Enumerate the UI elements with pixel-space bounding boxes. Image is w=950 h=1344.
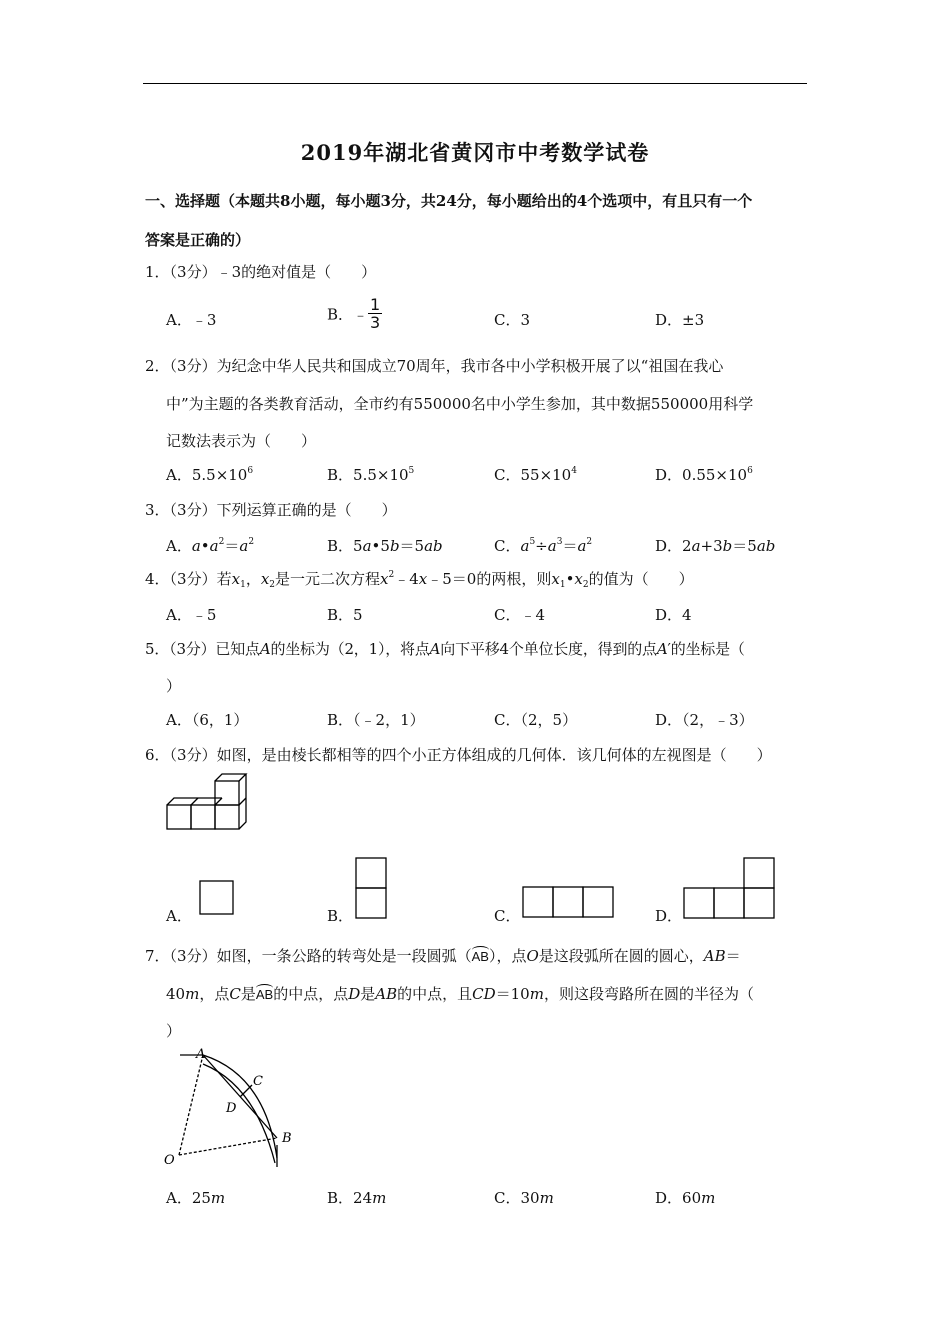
q6-option-c[interactable]: C． [494,907,521,925]
q7-option-d[interactable]: D．60m [655,1189,716,1207]
q5-option-c[interactable]: C．（2，5） [494,711,578,729]
question-1: 1．（3分）﹣3的绝对值是（ ） [145,263,377,281]
q5-option-d[interactable]: D．（2，﹣3） [655,711,754,729]
q6-option-b-figure [355,857,389,919]
q2-option-d[interactable]: D．$0.55\times 10^6$ [655,466,753,484]
question-5-line2: ） [166,677,182,695]
header-rule [143,83,807,84]
q4-option-a[interactable]: A．﹣5 [166,606,217,624]
q6-option-d-figure [683,857,776,919]
q4-option-b[interactable]: B．5 [327,606,363,624]
fraction: $\frac{1}{3}$ [370,295,381,332]
arc-ab-symbol: AB [256,983,273,1002]
question-6: 6．（3分）如图，是由棱长都相等的四个小正方体组成的几何体．该几何体的左视图是（ ） [145,746,772,764]
arc-ab-symbol: AB [472,945,489,964]
question-7-line3: ） [166,1022,182,1040]
q6-option-b[interactable]: B． [327,907,354,925]
q6-option-d[interactable]: D． [655,907,683,925]
q7-option-c[interactable]: C．30m [494,1189,554,1207]
q3-option-c[interactable]: C．$a^5\div a^3=a^2$ [494,537,593,555]
q1-option-a[interactable]: A．﹣3 [166,311,217,329]
q3-option-b[interactable]: B．5a•5b＝5ab [327,537,443,555]
label-b: B [282,1131,292,1146]
question-7-line2: 40m，点C是AB的中点，点D是AB的中点，且CD＝10m，则这段弯路所在圆的半径为（ [166,985,754,1003]
label-c: C [253,1074,263,1089]
question-5: 5．（3分）已知点A的坐标为（2，1），将点A向下平移4个单位长度，得到的点A′的坐标是（ [145,640,745,658]
section-heading-cont: 答案是正确的） [145,231,251,249]
q1-option-d[interactable]: D．±3 [655,311,705,329]
q2-option-a[interactable]: A．$5.5\times 10^6$ [166,466,254,484]
q5-option-b[interactable]: B．（﹣2，1） [327,711,425,729]
q6-option-c-figure [522,886,615,920]
label-d: D [226,1101,237,1116]
question-3: 3．（3分）下列运算正确的是（ ） [145,501,397,519]
section-heading: 一、选择题（本题共8小题，每小题3分，共24分，每小题给出的4个选项中，有且只有一个 [145,192,753,210]
q7-option-a[interactable]: A．25m [166,1189,226,1207]
question-4: 4．（3分）若$x_1$，$x_2$是一元二次方程$x^2﹣4x﹣5=0$的两根，则$x_1•x_2$的值为（ ） [145,570,694,590]
q1-option-c[interactable]: C．3 [494,311,531,329]
label-a: A [196,1047,206,1062]
q7-option-b[interactable]: B．24m [327,1189,387,1207]
label-o: O [164,1153,175,1168]
q2-option-c[interactable]: C．$55\times 10^4$ [494,466,577,484]
q4-option-d[interactable]: D．4 [655,606,692,624]
arc-road-figure [160,1045,300,1170]
q3-option-a[interactable]: A．$a•a^2=a^2$ [166,537,255,555]
page-title: 2019年湖北省黄冈市中考数学试卷 [300,140,650,165]
q6-option-a[interactable]: A． [166,907,192,925]
question-2: 2．（3分）为纪念中华人民共和国成立70周年，我市各中小学积极开展了以“祖国在我心 [145,357,724,375]
q2-option-b[interactable]: B．$5.5\times 10^5$ [327,466,415,484]
q1-option-b[interactable]: B．﹣ $\frac{1}{3}$ [327,295,381,332]
q6-option-a-figure [199,880,235,916]
question-7: 7．（3分）如图，一条公路的转弯处是一段圆弧（AB），点O是这段弧所在圆的圆心，AB＝ [145,947,741,965]
question-2-line2: 中”为主题的各类教育活动，全市约有550000名中小学生参加，其中数据550000用科学 [166,395,754,413]
cube-figure [165,774,255,834]
q3-option-d[interactable]: D．2a+3b＝5ab [655,537,776,555]
question-2-line3: 记数法表示为（ ） [166,432,317,450]
q5-option-a[interactable]: A．（6，1） [166,711,249,729]
q4-option-c[interactable]: C．﹣4 [494,606,546,624]
